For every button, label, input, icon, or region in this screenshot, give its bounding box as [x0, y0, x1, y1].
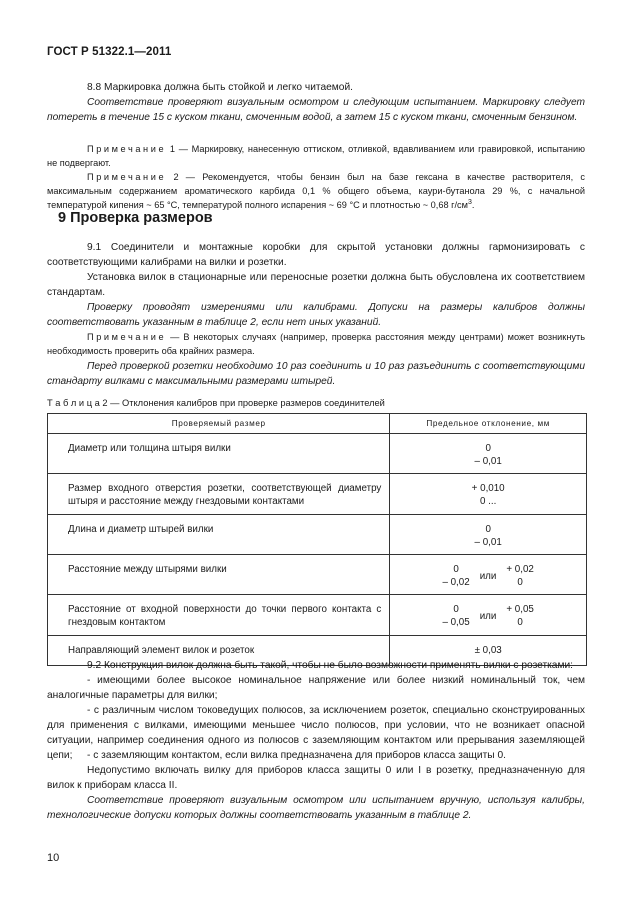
column-header-size: Проверяемый размер	[48, 414, 390, 434]
lower-deviation: 0 ...	[479, 496, 497, 507]
option-a-lower: – 0,02	[442, 577, 470, 588]
column-header-deviation: Предельное отклонение, мм	[390, 414, 587, 434]
upper-deviation: 0	[485, 443, 491, 454]
option-a-lower: – 0,05	[442, 617, 470, 628]
table-row	[48, 515, 587, 555]
note-3-text: — В некоторых случаях (например, проверка расстояния между центрами) может возникнуть необходимость проверить оба крайних размера.	[47, 332, 585, 356]
row-value	[390, 515, 587, 555]
row-name: Длина и диаметр штырей вилки	[48, 515, 390, 555]
clause-8-8: 8.8 Маркировка должна быть стойкой и легко читаемой.	[87, 82, 353, 93]
document-header: ГОСТ Р 51322.1—2011	[47, 46, 172, 58]
clause-8-8-check: Соответствие проверяют визуальным осмотром и следующим испытанием. Маркировку следует потереть в течение 15 с куском ткани, смоченным водой, а затем 15 с куском ткани, смоченным бензином.	[47, 97, 585, 123]
option-b-lower: 0	[517, 577, 523, 588]
row-name: Размер входного отверстия розетки, соответствующей диаметру штыря и расстояние между гнездовыми контактами	[48, 474, 390, 515]
note-2-superscript: 3	[467, 199, 472, 206]
row-value	[390, 595, 587, 636]
lower-deviation: – 0,01	[474, 456, 502, 467]
note-2-text: 2 — Рекомендуется, чтобы бензин был на базе гексана в качестве растворителя, с максимальным содержанием ароматического карбида 0,1 % общего объема, каури-бутанола 29 %, с начальной температурой кипения ~ 65 °С, температурой полного испарения ~ 69 °С и плотностью ~ 0,68 г/см	[47, 172, 585, 210]
upper-deviation: 0	[485, 524, 491, 535]
clause-9-2: 9.2 Конструкция вилок должна быть такой, чтобы не было возможности применять вилки с розетками:	[87, 660, 573, 671]
row-value	[390, 555, 587, 595]
note-1-label: Примечание	[87, 144, 167, 154]
row-value	[390, 434, 587, 474]
note-2-end: .	[471, 200, 475, 210]
option-b-upper: + 0,05	[506, 604, 534, 615]
row-name: Диаметр или толщина штыря вилки	[48, 434, 390, 474]
table-row	[48, 555, 587, 595]
clause-9-2-item-c: - с заземляющим контактом, если вилка предназначена для приборов класса защиты 0.	[87, 750, 506, 761]
clause-9-1-b: Установка вилок в стационарные или переносные розетки должна быть обусловлена их соответствием стандартам.	[47, 272, 585, 298]
row-name: Расстояние между штырями вилки	[48, 555, 390, 595]
clause-9-1: 9.1 Соединители и монтажные коробки для скрытой установки должны гармонизировать с соответствующими калибрами на вилки и розетки.	[47, 242, 585, 268]
note-1	[47, 142, 585, 170]
section-title: 9 Проверка размеров	[58, 210, 213, 226]
note-1-text: 1 — Маркировку, нанесенную оттиском, отливкой, вдавливанием или гравировкой, испытанию не подвергают.	[47, 144, 585, 168]
note-2	[47, 170, 585, 212]
table-row	[48, 595, 587, 636]
clause-9-2-item-b: - с различным числом токоведущих полюсов, за исключением розеток, специально сконструированных для применения с вилками, имеющими меньшее число полюсов, при условии, что не возникает опасной ситуации, например соединения одного из полюсов с заземляющим контактом или прерывания заземляющей цепи;	[47, 705, 585, 761]
note-2-label: Примечание	[87, 172, 167, 182]
table-row	[48, 474, 587, 515]
row-name: Расстояние от входной поверхности до точки первого контакта с гнездовым контактом	[48, 595, 390, 636]
table-header-row	[48, 414, 587, 434]
clause-9-2-d: Недопустимо включать вилку для приборов класса защиты 0 или I в розетку, предназначенную для вилок к приборам класса II.	[47, 765, 585, 791]
option-a-upper: 0	[453, 564, 459, 575]
row-name: Направляющий элемент вилок и розеток	[48, 636, 390, 666]
page-number: 10	[47, 852, 60, 864]
option-b-upper: + 0,02	[506, 564, 534, 575]
clause-9-2-check: Соответствие проверяют визуальным осмотром или испытанием вручную, используя калибры, технологические допуски которых должны соответствовать указанным в таблице 2.	[47, 795, 585, 821]
clause-9-2-item-a: - имеющими более высокое номинальное напряжение или более низкий номинальный ток, чем аналогичные параметры для вилки;	[47, 675, 585, 701]
table-2	[47, 413, 587, 666]
note-3	[47, 330, 585, 358]
row-value: ± 0,03	[390, 636, 587, 666]
table-row	[48, 434, 587, 474]
table-caption: Т а б л и ц а 2 — Отклонения калибров при проверке размеров соединителей	[47, 398, 385, 408]
option-b-lower: 0	[517, 617, 523, 628]
upper-deviation: + 0,010	[471, 483, 505, 494]
or-label: или	[479, 610, 497, 622]
note-3-label: Примечание	[87, 332, 167, 342]
or-label: или	[479, 570, 497, 582]
clause-9-1-check: Проверку проводят измерениями или калибрами. Допуски на размеры калибров должны соответствовать указанным в таблице 2, если нет иных указаний.	[47, 302, 585, 328]
lower-deviation: – 0,01	[474, 537, 502, 548]
option-a-upper: 0	[453, 604, 459, 615]
clause-9-1-check-2: Перед проверкой розетки необходимо 10 раз соединить и 10 раз разъединить с соответствующими стандарту вилками с максимальными размерами штырей.	[47, 361, 585, 387]
row-value	[390, 474, 587, 515]
